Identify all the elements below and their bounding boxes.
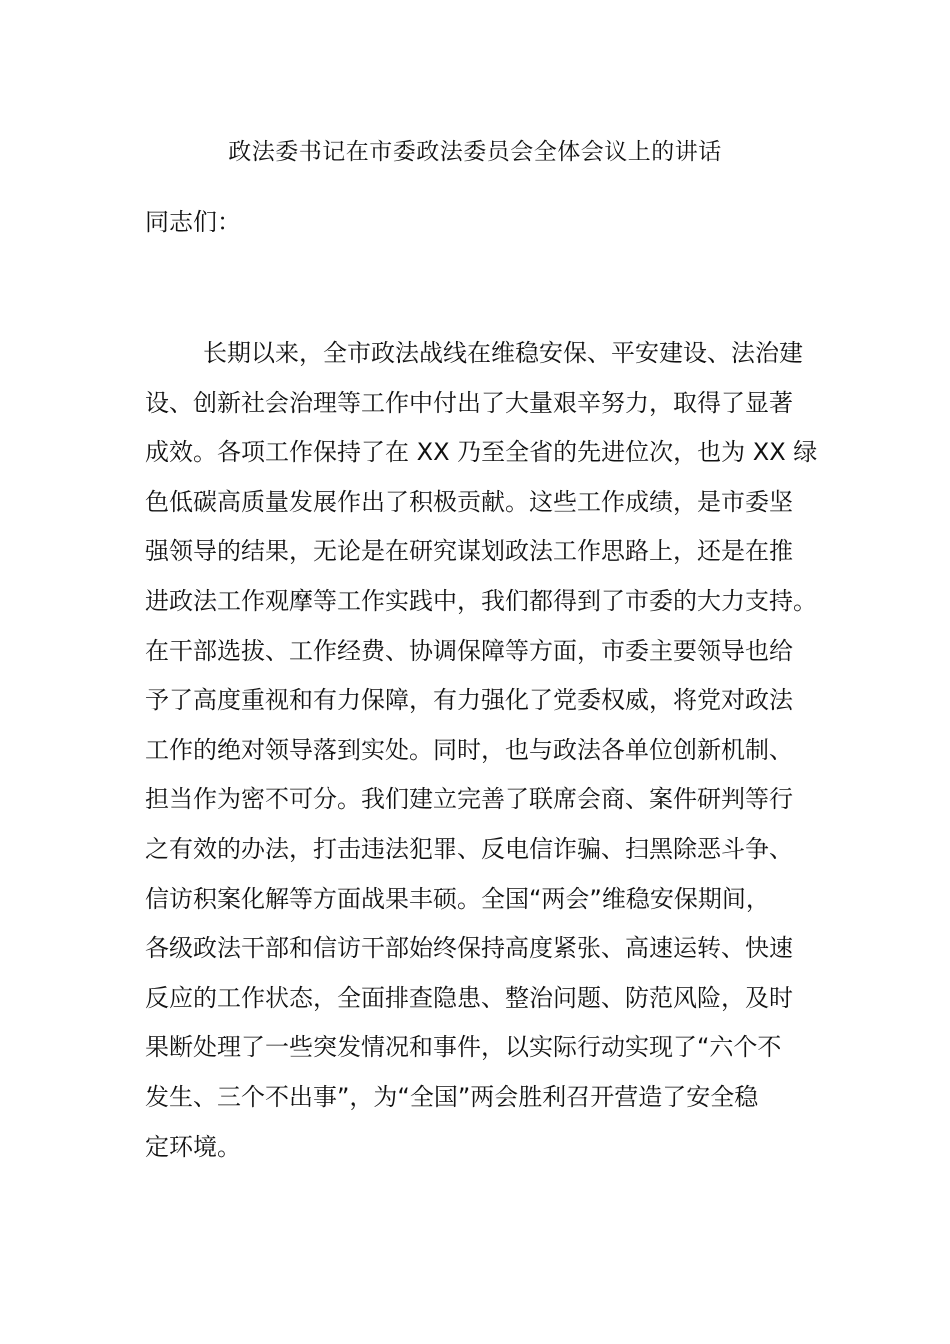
paragraph-line: 工作的绝对领导落到实处。同时，也与政法各单位创新机制、 [145,735,793,764]
paragraph-line: 予了高度重视和有力保障，有力强化了党委权威，将党对政法 [145,686,793,715]
paragraph-line: 进政法工作观摩等工作实践中，我们都得到了市委的大力支持。 [145,586,817,615]
body-paragraph [145,335,820,1178]
paragraph-line: 色低碳高质量发展作出了积极贡献。这些工作成绩，是市委坚 [145,487,793,516]
paragraph-line: 强领导的结果，无论是在研究谋划政法工作思路上，还是在推 [145,537,793,566]
paragraph-line: 定环境。 [145,1132,241,1161]
paragraph-line: 长期以来，全市政法战线在维稳安保、平安建设、法治建 [203,339,803,367]
paragraph-line: 反应的工作状态，全面排查隐患、整治问题、防范风险，及时 [145,983,793,1012]
paragraph-line: 果断处理了一些突发情况和事件，以实际行动实现了“六个不 [145,1033,782,1062]
paragraph-line: 信访积案化解等方面战果丰硕。全国“两会”维稳安保期间， [145,884,770,913]
paragraph-line: 之有效的办法，打击违法犯罪、反电信诈骗、扫黑除恶斗争、 [145,834,793,863]
paragraph-line: 各级政法干部和信访干部始终保持高度紧张、高速运转、快速 [145,934,793,963]
salutation: 同志们： [145,208,241,236]
paragraph-line: 设、创新社会治理等工作中付出了大量艰辛努力，取得了显著 [145,388,793,417]
document-title: 政法委书记在市委政法委员会全体会议上的讲话 [228,139,722,165]
paragraph-line: 成效。各项工作保持了在 XX 乃至全省的先进位次，也为 XX 绿 [145,438,818,467]
paragraph-line: 担当作为密不可分。我们建立完善了联席会商、案件研判等行 [145,785,793,814]
paragraph-line: 发生、三个不出事”，为“全国”两会胜利召开营造了安全稳 [145,1082,759,1111]
paragraph-line: 在干部选拔、工作经费、协调保障等方面，市委主要领导也给 [145,636,793,665]
